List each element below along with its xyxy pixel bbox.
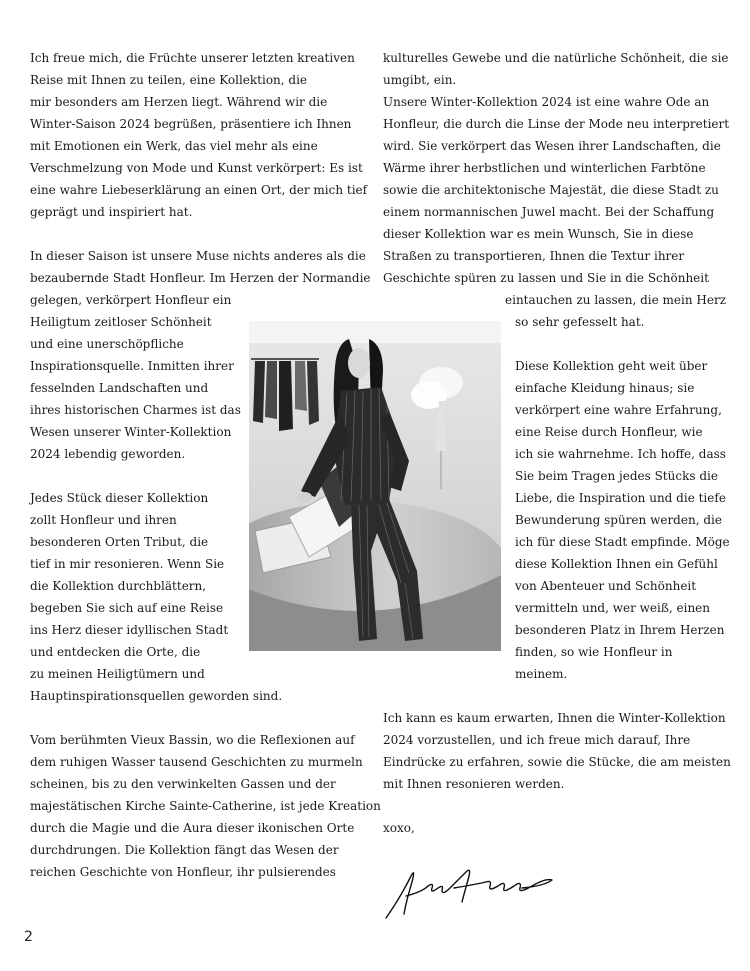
left-p1-line: Reise mit Ihnen zu teilen, eine Kollektion, die	[30, 73, 308, 87]
left-p3-line: besonderen Orten Tribut, die	[30, 535, 209, 549]
left-p3-line: die Kollektion durchblättern,	[30, 579, 207, 593]
right-p2-line: Geschichte spüren zu lassen und Sie in die Schönheit	[383, 271, 709, 285]
right-p2-line: sowie die architektonische Majestät, die diese Stadt zu	[383, 183, 719, 197]
right-p3-line: ich sie wahrnehme. Ich hoffe, dass	[515, 447, 726, 461]
right-p3-line: besonderen Platz in Ihrem Herzen	[515, 623, 725, 637]
right-p2-line: Wärme ihrer herbstlichen und winterlichen Farbtöne	[383, 161, 706, 175]
left-p4-line: majestätischen Kirche Sainte-Catherine, ist jede Kreation	[30, 799, 381, 813]
right-p4-line: 2024 vorzustellen, und ich freue mich darauf, Ihre	[383, 733, 691, 747]
left-p4-line: durch die Magie und die Aura dieser ikonischen Orte	[30, 821, 355, 835]
left-p2-line: ihres historischen Charmes ist das	[30, 403, 241, 417]
right-p3-line: von Abenteuer und Schönheit	[515, 579, 697, 593]
right-p4-line: Eindrücke zu erfahren, sowie die Stücke, die am meisten	[383, 755, 731, 769]
right-p2-line: wird. Sie verkörpert das Wesen ihrer Landschaften, die	[383, 139, 721, 153]
right-p3-line: eine Reise durch Honfleur, wie	[515, 425, 703, 439]
right-p3-line: Bewunderung spüren werden, die	[515, 513, 722, 527]
left-p3-line: tief in mir resonieren. Wenn Sie	[30, 557, 225, 571]
left-p2-line: bezaubernde Stadt Honfleur. Im Herzen der Normandie	[30, 271, 371, 285]
left-p4-line: reichen Geschichte von Honfleur, ihr pulsierendes	[30, 865, 336, 879]
right-p2-line: so sehr gefesselt hat.	[515, 315, 645, 329]
right-p4-line: Ich kann es kaum erwarten, Ihnen die Winter-Kollektion	[383, 711, 726, 725]
left-p2-line: Heiligtum zeitloser Schönheit	[30, 315, 212, 329]
left-p3-line: ins Herz dieser idyllischen Stadt	[30, 623, 229, 637]
right-p3-line: diese Kollektion Ihnen ein Gefühl	[515, 557, 718, 571]
right-p1-line: umgibt, ein.	[383, 73, 457, 87]
right-p3-line: einfache Kleidung hinaus; sie	[515, 381, 695, 395]
left-p2-line: und eine unerschöpfliche	[30, 337, 184, 351]
left-p3-line: begeben Sie sich auf eine Reise	[30, 601, 224, 615]
left-p2-line: Wesen unserer Winter-Kollektion	[30, 425, 232, 439]
right-p3-line: vermitteln und, wer weiß, einen	[515, 601, 711, 615]
right-p1-line: kulturelles Gewebe und die natürliche Schönheit, die sie	[383, 51, 729, 65]
left-p3-line: zollt Honfleur und ihren	[30, 513, 177, 527]
left-p2-line: fesselnden Landschaften und	[30, 381, 209, 395]
right-p3-line: Liebe, die Inspiration und die tiefe	[515, 491, 726, 505]
left-p1-line: eine wahre Liebeserklärung an einen Ort, der mich tief	[30, 183, 368, 197]
right-closing-line: xoxo,	[383, 821, 415, 835]
right-p3-line: Sie beim Tragen jedes Stücks die	[515, 469, 718, 483]
page-number: 2	[24, 929, 33, 945]
left-p4-line: Vom berühmten Vieux Bassin, wo die Reflexionen auf	[30, 733, 355, 747]
left-p2-line: gelegen, verkörpert Honfleur ein	[30, 293, 232, 307]
left-p1-line: geprägt und inspiriert hat.	[30, 205, 193, 219]
right-p2-line: Honfleur, die durch die Linse der Mode neu interpretiert	[383, 117, 730, 131]
right-p4-line: mit Ihnen resonieren werden.	[383, 777, 565, 791]
left-p1-line: Winter-Saison 2024 begrüßen, präsentiere ich Ihnen	[30, 117, 352, 131]
left-p4-line: scheinen, bis zu den verwinkelten Gassen und der	[30, 777, 336, 791]
right-p3-line: verkörpert eine wahre Erfahrung,	[515, 403, 722, 417]
right-p3-line: finden, so wie Honfleur in	[515, 645, 673, 659]
left-p1-line: Verschmelzung von Mode und Kunst verkörpert: Es ist	[30, 161, 363, 175]
right-p2-line: dieser Kollektion war es mein Wunsch, Sie in diese	[383, 227, 694, 241]
right-p2-line: einem normannischen Juwel macht. Bei der Schaffung	[383, 205, 715, 219]
left-p3-line: Jedes Stück dieser Kollektion	[30, 491, 209, 505]
left-p4-line: durchdrungen. Die Kollektion fängt das Wesen der	[30, 843, 339, 857]
fashion-photo	[249, 321, 501, 651]
left-p3-line: und entdecken die Orte, die	[30, 645, 201, 659]
left-p2-line: 2024 lebendig geworden.	[30, 447, 186, 461]
handwritten-signature-icon	[382, 858, 557, 924]
left-p4-line: dem ruhigen Wasser tausend Geschichten zu murmeln	[30, 755, 363, 769]
left-p2-line: In dieser Saison ist unsere Muse nichts anderes als die	[30, 249, 366, 263]
right-p3-line: Diese Kollektion geht weit über	[515, 359, 708, 373]
right-p2-line: Unsere Winter-Kollektion 2024 ist eine wahre Ode an	[383, 95, 710, 109]
left-p1-line: Ich freue mich, die Früchte unserer letzten kreativen	[30, 51, 355, 65]
left-p3-line: zu meinen Heiligtümern und	[30, 667, 205, 681]
right-p3-line: meinem.	[515, 667, 568, 681]
right-p3-line: ich für diese Stadt empfinde. Möge	[515, 535, 730, 549]
left-p1-line: mir besonders am Herzen liegt. Während wir die	[30, 95, 328, 109]
right-p2-line: Straßen zu transportieren, Ihnen die Textur ihrer	[383, 249, 685, 263]
left-p2-line: Inspirationsquelle. Inmitten ihrer	[30, 359, 234, 373]
right-p2-line: eintauchen zu lassen, die mein Herz	[505, 293, 727, 307]
left-p1-line: mit Emotionen ein Werk, das viel mehr als eine	[30, 139, 318, 153]
left-p3-line: Hauptinspirationsquellen geworden sind.	[30, 689, 283, 703]
